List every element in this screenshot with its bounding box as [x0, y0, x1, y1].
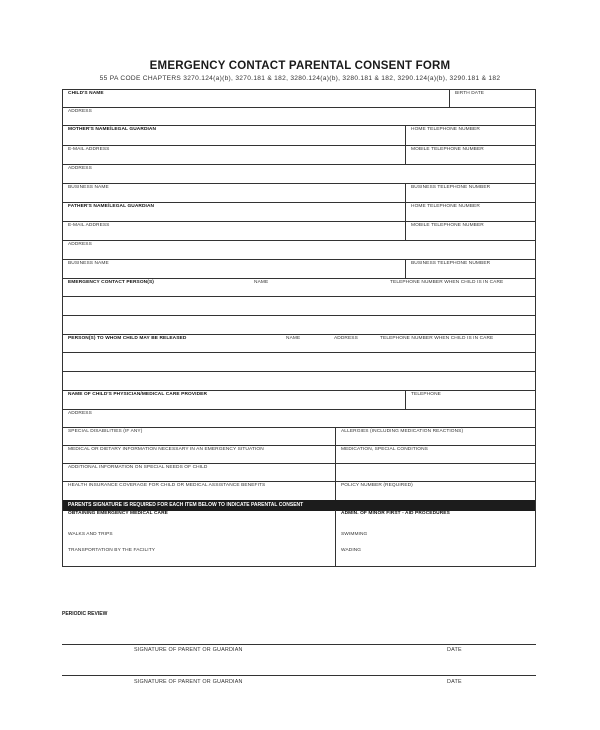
release-persons-heading: PERSON(S) TO WHOM CHILD MAY BE RELEASED: [68, 336, 187, 341]
mother-mobile-phone-field[interactable]: MOBILE TELEPHONE NUMBER: [405, 146, 484, 164]
consent-row-3: [63, 545, 535, 566]
childs-name-field[interactable]: CHILD'S NAME: [68, 91, 104, 96]
father-business-row: [63, 259, 535, 278]
signature-label-2: SIGNATURE OF PARENT OR GUARDIAN: [134, 679, 243, 685]
release-persons-address-label: ADDRESS: [334, 336, 358, 341]
insurance-row: [63, 481, 535, 500]
father-business-phone-field[interactable]: BUSINESS TELEPHONE NUMBER: [405, 260, 490, 278]
father-name-row: [63, 202, 535, 221]
medication-field[interactable]: MEDICATION, SPECIAL CONDITIONS: [335, 446, 428, 463]
date-label-2: DATE: [447, 679, 462, 685]
mother-business-row: [63, 183, 535, 202]
date-label-1: DATE: [447, 647, 462, 653]
consent-form-table: [62, 89, 536, 567]
physician-field[interactable]: NAME OF CHILD'S PHYSICIAN/MEDICAL CARE PROVIDER: [68, 392, 208, 397]
signature-line-1[interactable]: [62, 644, 424, 645]
father-email-field[interactable]: E-MAIL ADDRESS: [68, 223, 110, 228]
mother-home-phone-field[interactable]: HOME TELEPHONE NUMBER: [405, 126, 480, 145]
consent-bar-row: [63, 500, 535, 510]
child-address-field[interactable]: ADDRESS: [68, 109, 92, 114]
emergency-contact-entry-1[interactable]: [63, 296, 535, 315]
swimming-signature[interactable]: SWIMMING: [335, 529, 367, 545]
form-title: EMERGENCY CONTACT PARENTAL CONSENT FORM: [149, 60, 451, 72]
insurance-field[interactable]: HEALTH INSURANCE COVERAGE FOR CHILD OR MEDICAL ASSISTANCE BENEFITS: [68, 483, 266, 488]
release-person-entry-2[interactable]: [63, 371, 535, 390]
transportation-signature[interactable]: TRANSPORTATION BY THE FACILITY: [68, 548, 156, 553]
physician-address-field[interactable]: ADDRESS: [68, 411, 92, 416]
mother-address-row: [63, 164, 535, 183]
disabilities-row: [63, 427, 535, 445]
form-subtitle: 55 PA CODE CHAPTERS 3270.124(a)(b), 3270.181 & 182, 3280.124(a)(b), 3280.181 & 182, 3290.124(a)(b), 3290.181 & 182: [99, 75, 501, 82]
emergency-contact-name-label: NAME: [254, 280, 269, 285]
father-home-phone-field[interactable]: HOME TELEPHONE NUMBER: [405, 203, 480, 221]
mother-name-row: [63, 125, 535, 145]
consent-row-1: [63, 510, 535, 529]
physician-row: [63, 390, 535, 409]
father-address-row: [63, 240, 535, 259]
child-address-row: [63, 107, 535, 125]
emergency-contact-entry-2[interactable]: [63, 315, 535, 334]
mothers-name-field[interactable]: MOTHER'S NAME/LEGAL GUARDIAN: [68, 127, 157, 132]
physician-telephone-field[interactable]: TELEPHONE: [405, 391, 441, 409]
signature-label-1: SIGNATURE OF PARENT OR GUARDIAN: [134, 647, 243, 653]
mother-address-field[interactable]: ADDRESS: [68, 166, 92, 171]
date-line-1[interactable]: [424, 644, 536, 645]
emergency-contact-heading: EMERGENCY CONTACT PERSON(S): [68, 280, 154, 285]
dietary-row: [63, 445, 535, 463]
release-persons-header-row: [63, 334, 535, 352]
additional-info-field[interactable]: ADDITIONAL INFORMATION ON SPECIAL NEEDS OF CHILD: [68, 465, 208, 470]
signature-line-2[interactable]: [62, 675, 424, 676]
consent-instruction-bar: PARENTS SIGNATURE IS REQUIRED FOR EACH ITEM BELOW TO INDICATE PARENTAL CONSENT: [63, 501, 535, 511]
mother-business-name-field[interactable]: BUSINESS NAME: [68, 185, 109, 190]
policy-number-field[interactable]: POLICY NUMBER (REQUIRED): [335, 482, 413, 500]
wading-signature[interactable]: WADING: [335, 545, 361, 566]
mother-business-phone-field[interactable]: BUSINESS TELEPHONE NUMBER: [405, 184, 490, 202]
allergies-field[interactable]: ALLERGIES (INCLUDING MEDICATION REACTIONS): [335, 428, 463, 445]
emergency-contact-phone-label: TELEPHONE NUMBER WHEN CHILD IS IN CARE: [390, 280, 504, 285]
birth-date-field[interactable]: BIRTH DATE: [449, 90, 484, 107]
release-persons-phone-label: TELEPHONE NUMBER WHEN CHILD IS IN CARE: [380, 336, 494, 341]
additional-info-row: [63, 463, 535, 481]
obtaining-care-signature[interactable]: OBTAINING EMERGENCY MEDICAL CARE: [68, 511, 168, 516]
father-address-field[interactable]: ADDRESS: [68, 242, 92, 247]
date-line-2[interactable]: [424, 675, 536, 676]
special-disabilities-field[interactable]: SPECIAL DISABILITIES (IF ANY): [68, 429, 143, 434]
release-persons-name-label: NAME: [286, 336, 301, 341]
emergency-contact-header-row: [63, 278, 535, 296]
father-business-name-field[interactable]: BUSINESS NAME: [68, 261, 109, 266]
dietary-info-field[interactable]: MEDICAL OR DIETARY INFORMATION NECESSARY IN AN EMERGENCY SITUATION: [68, 447, 264, 452]
mother-email-row: [63, 145, 535, 164]
walks-trips-signature[interactable]: WALKS AND TRIPS: [68, 532, 113, 537]
consent-row-2: [63, 529, 535, 545]
child-name-row: [63, 89, 535, 107]
periodic-review-heading: PERIODIC REVIEW: [62, 611, 108, 617]
first-aid-signature[interactable]: ADMIN. OF MINOR FIRST - AID PROCEDURES: [335, 510, 450, 529]
release-person-entry-1[interactable]: [63, 352, 535, 371]
physician-address-row: [63, 409, 535, 427]
mother-email-field[interactable]: E-MAIL ADDRESS: [68, 147, 110, 152]
fathers-name-field[interactable]: FATHER'S NAME/LEGAL GUARDIAN: [68, 204, 155, 209]
father-mobile-phone-field[interactable]: MOBILE TELEPHONE NUMBER: [405, 222, 484, 240]
father-email-row: [63, 221, 535, 240]
additional-info-divider: [335, 464, 336, 481]
